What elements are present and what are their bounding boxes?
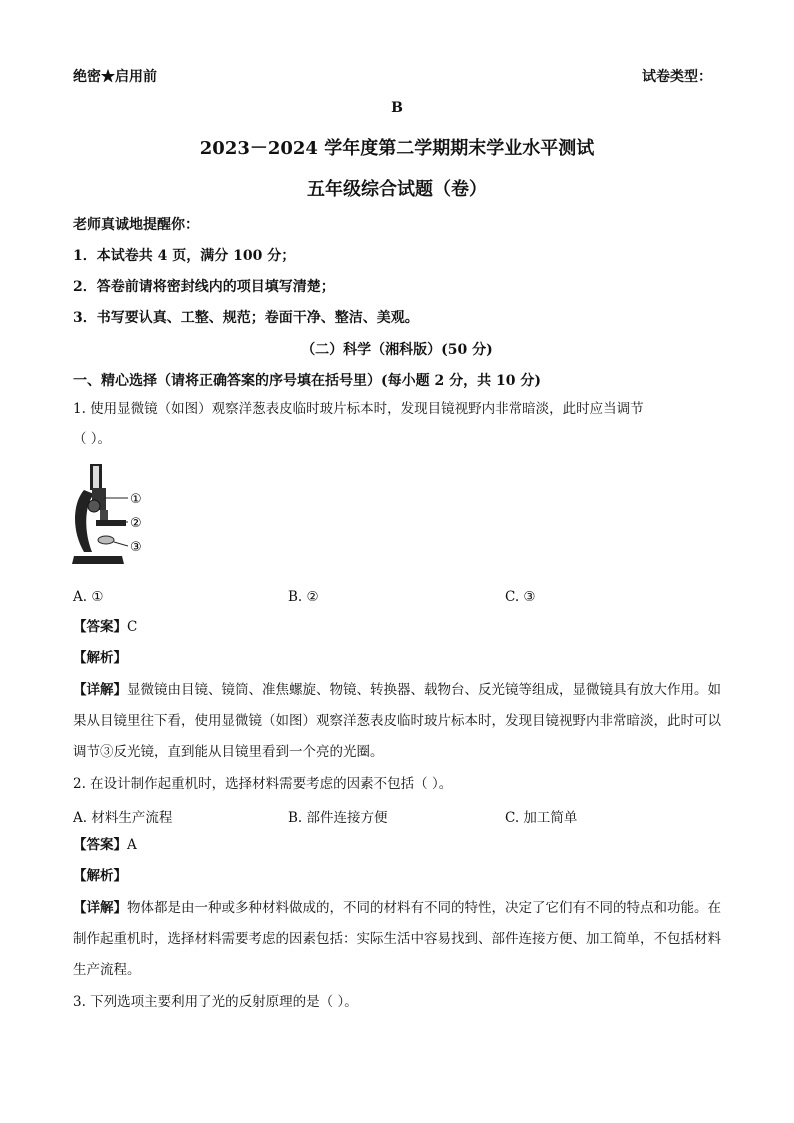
answer-line [73, 830, 137, 860]
option-c: C. 加工简单 [505, 810, 578, 826]
detail-text: 物体都是由一种或多种材料做成的，不同的材料有不同的特性，决定了它们有不同的特点和功能。在制作起重机时，选择材料需要考虑的因素包括：实际生活中容易找到、部件连接方便、加工简单，不包括材料生产流程。 [73, 900, 721, 978]
figure-label: ③ [130, 540, 142, 555]
option-a: A. 材料生产流程 [73, 810, 173, 826]
answer-tag: 【答案】 [73, 837, 127, 853]
detail-tag: 【详解】 [73, 900, 127, 916]
answer-value: C [127, 619, 138, 635]
section-title: （二）科学（湘科版）(50 分) [301, 342, 493, 358]
part-heading: 一、精心选择（请将正确答案的序号填在括号里）(每小题 2 分，共 10 分) [73, 373, 541, 389]
analysis-tag: 【解析】 [73, 868, 127, 884]
detail-tag: 【详解】 [73, 682, 127, 698]
question-1-stem-cont: （ ）。 [73, 431, 112, 447]
microscope-arm [75, 490, 94, 552]
exam-subtitle: 五年级综合试题（卷） [307, 179, 487, 200]
notice-item: 3．书写要认真、工整、规范；卷面干净、整洁、美观。 [73, 310, 419, 326]
microscope-mirror [98, 536, 114, 544]
detail-text: 显微镜由目镜、镜筒、准焦螺旋、物镜、转换器、载物台、反光镜等组成，显微镜具有放大作用。如果从目镜里往下看，使用显微镜（如图）观察洋葱表皮临时玻片标本时，发现目镜视野内非常暗淡，此时可以调节③反光镜，直到能从目镜里看到一个亮的光圈。 [73, 682, 721, 760]
paper-type-label: 试卷类型： [642, 69, 712, 85]
figure-label: ② [130, 516, 142, 531]
answer-tag: 【答案】 [73, 619, 127, 635]
microscope-base [72, 556, 124, 564]
option-b: B. ② [288, 589, 319, 605]
exam-title: 2023－2024 学年度第二学期期末学业水平测试 [199, 138, 595, 159]
figure-label: ① [130, 492, 142, 507]
option-c: C. ③ [505, 589, 536, 605]
answer-line [73, 612, 137, 642]
confidential-label: 绝密★启用前 [73, 69, 157, 85]
answer-value: A [127, 837, 137, 853]
question-3-stem: 3. 下列选项主要利用了光的反射原理的是（ ）。 [73, 994, 358, 1010]
option-a: A. ① [73, 589, 104, 605]
paper-letter: B [391, 100, 403, 116]
option-b: B. 部件连接方便 [288, 810, 388, 826]
question-1-stem: 1. 使用显微镜（如图）观察洋葱表皮临时玻片标本时，发现目镜视野内非常暗淡，此时应当调节 [73, 401, 644, 417]
notice-heading: 老师真诚地提醒你： [73, 217, 199, 233]
notice-item: 1．本试卷共 4 页，满分 100 分； [73, 248, 296, 264]
question-1-detail [73, 675, 723, 768]
question-2-stem: 2. 在设计制作起重机时，选择材料需要考虑的因素不包括（ ）。 [73, 776, 453, 792]
analysis-tag: 【解析】 [73, 650, 127, 666]
microscope-stage [96, 520, 126, 526]
microscope-figure [70, 460, 180, 572]
question-2-detail [73, 893, 723, 986]
notice-item: 2．答卷前请将密封线内的项目填写清楚； [73, 279, 335, 295]
